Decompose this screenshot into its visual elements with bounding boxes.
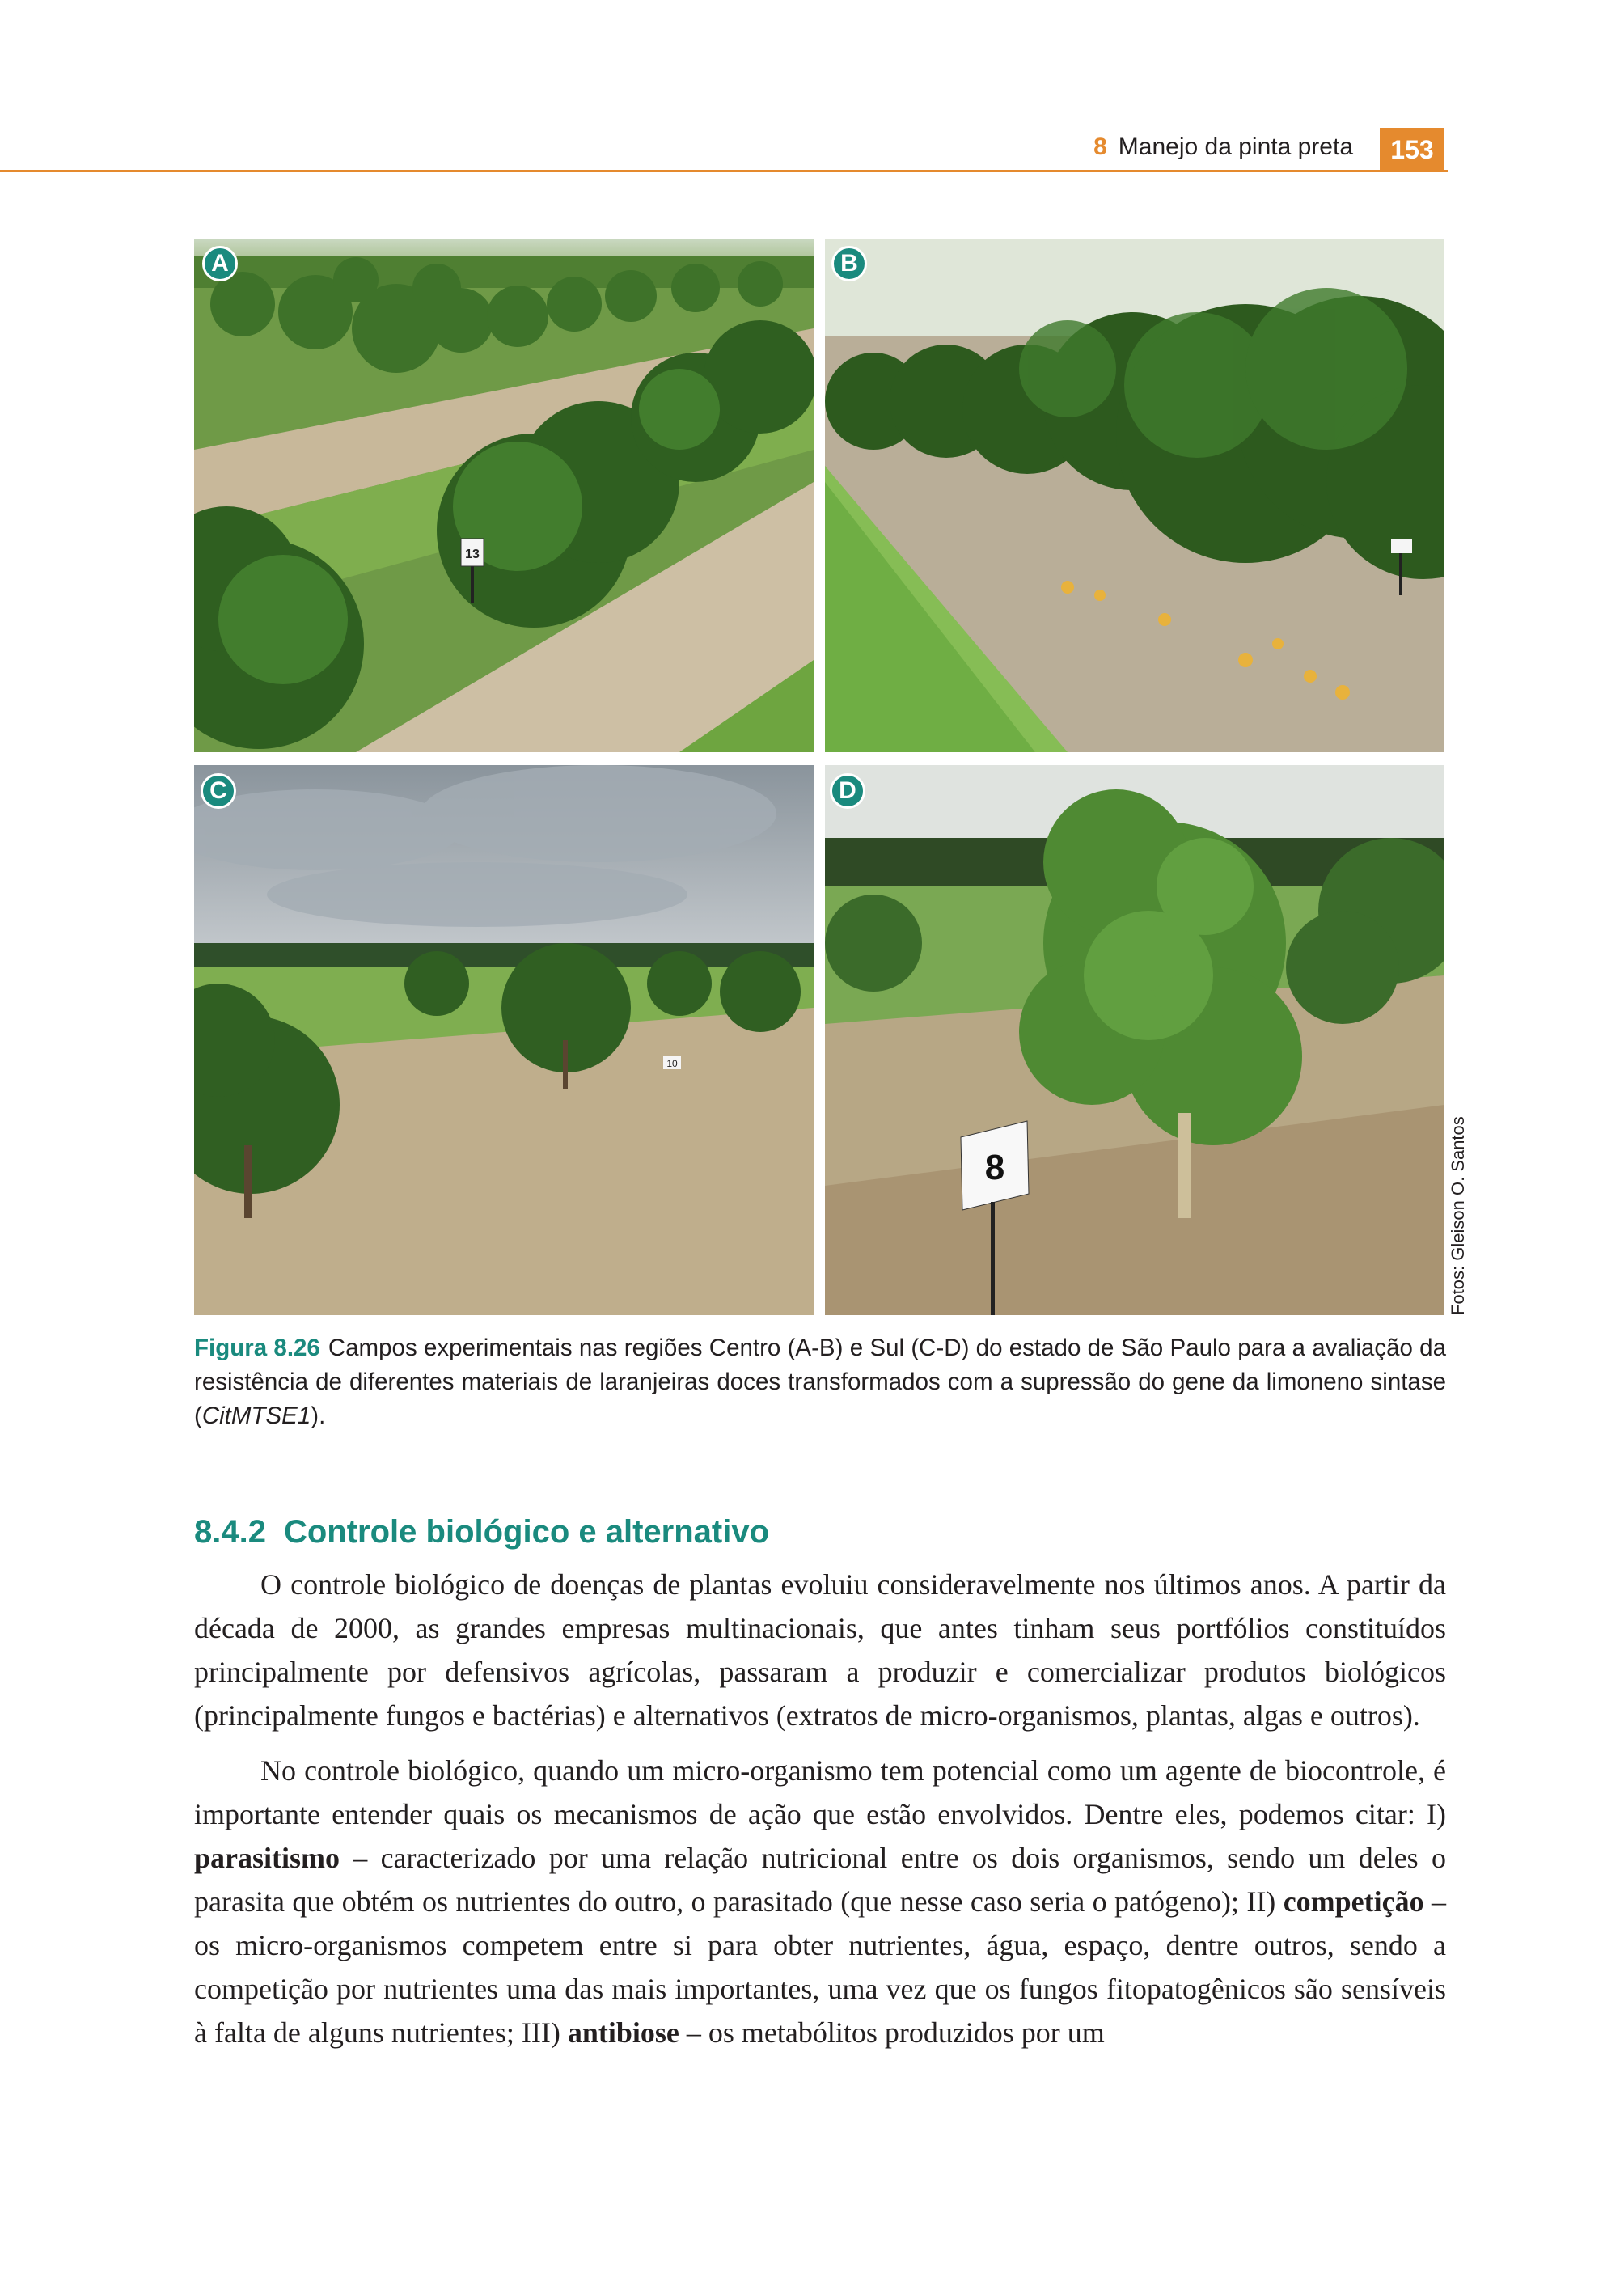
photo-credit: Fotos: Gleison O. Santos [1448,1116,1468,1315]
orchard-photo-b [825,239,1444,752]
paragraph-1: O controle biológico de doenças de plantas evoluiu consideravelmente nos últimos anos. A partir da década de 2000, as grandes empresas multinacionais, que antes tinham seus portfólios constituídos principalmente por defensivos agrícolas, passaram a produzir e comercializar produtos biológicos (principalmente fungos e bactérias) e alternativos (extratos de micro-organismos, plantas, algas e outros). [194,1568,1446,1732]
term-antibiose: antibiose [567,2016,679,2049]
marker-a: 13 [465,548,480,561]
term-competicao: competição [1283,1885,1424,1918]
caption-gene: CitMTSE1 [201,1402,311,1429]
figure-label: Figura 8.26 [194,1335,320,1361]
orchard-photo-c [194,765,814,1315]
page-number: 153 [1380,128,1444,171]
paragraph-2 [194,1749,1446,2054]
figure-caption [194,1331,1446,1433]
photo-d [825,765,1444,1315]
section-number: 8.4.2 [194,1514,266,1550]
running-head [1093,133,1353,161]
paragraph-2-part-b: – caracterizado por uma relação nutricional entre os dois organismos, sendo um deles o parasita que obtém os nutrientes do outro, o parasitado (que nesse caso seria o patógeno); II) [194,1842,1446,1918]
caption-text-1: Campos experimentais nas regiões Centro (A-B) e Sul (C-D) do estado de São Paulo para a avaliação da resistência de diferentes materiais de laranjeiras doces transformados com a supressão do gene da limoneno sintase ( [194,1335,1446,1429]
chapter-number: 8 [1093,133,1107,160]
photo-b [825,239,1444,752]
paragraph-2-part-a: No controle biológico, quando um micro-organismo tem potencial como um agente de biocontrole, é importante entender quais os mecanismos de ação que estão envolvidos. Dentre eles, podemos citar: I) [194,1754,1446,1830]
marker-d: 8 [984,1148,1005,1187]
photo-label-d: D [830,773,865,809]
body-text [194,1563,1446,2066]
header-rule [0,170,1448,172]
photo-a [194,239,814,752]
page-header [0,0,1624,178]
term-parasitismo: parasitismo [194,1842,340,1874]
photo-c [194,765,814,1315]
chapter-title: Manejo da pinta preta [1118,133,1353,160]
section-heading [194,1514,769,1551]
photo-label-c: C [201,773,236,809]
marker-c: 10 [666,1058,678,1069]
paragraph-2-part-c: – os micro-organismos competem entre si para obter nutrientes, água, espaço, dentre outros, sendo a competição por nutrientes uma das mais importantes, uma vez que os fungos fitopatogênicos são sensíveis à falta de alguns nutrientes; III) [194,1885,1447,2049]
photo-label-b: B [831,246,867,281]
orchard-photo-d [825,765,1444,1315]
section-title: Controle biológico e alternativo [283,1514,770,1550]
caption-text-2: ). [311,1402,326,1429]
photo-label-a: A [202,246,238,281]
paragraph-2-part-d: – os metabólitos produzidos por um [679,2016,1105,2049]
orchard-photo-a [194,239,814,752]
